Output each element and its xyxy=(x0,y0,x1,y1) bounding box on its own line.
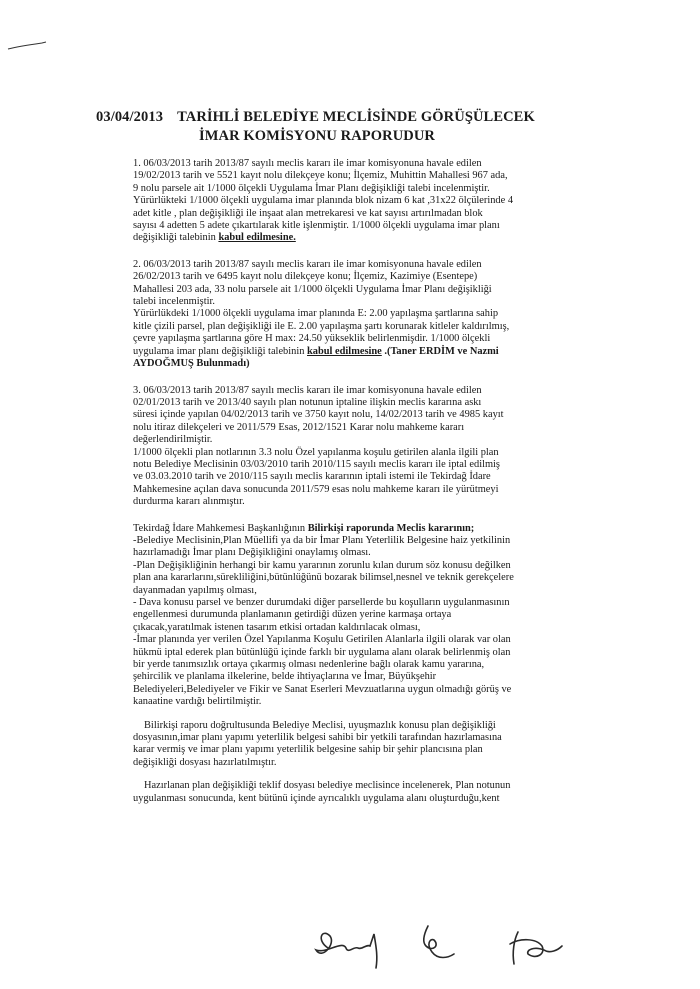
text-line: çıkacak,yaratılmak istenen tasarım etkisi ortadan kaldırılacak olması, xyxy=(133,621,421,633)
text-line: 1. 06/03/2013 tarih 2013/87 sayılı meclis kararı ile imar komisyonuna havale edilen xyxy=(133,158,482,169)
text-line: değerlendirilmiştir. xyxy=(133,434,213,446)
agenda-item-3 xyxy=(133,385,593,509)
text-line: Yürürlükdeki 1/1000 ölçekli uygulama imar planında E: 2.00 yapılaşma şartlarına sahip xyxy=(133,308,499,320)
text-line: notu Belediye Meclisinin 03/03/2010 tarih 2010/115 sayılı meclis kararı ile iptal edilmiş xyxy=(133,458,500,470)
text-line: şehircilik ve planlama ilkelerine, belde ihtiyaçlarına ve İmar, Büyükşehir xyxy=(133,671,437,683)
text-line: nolu itiraz dilekçeleri ve 2011/579 Esas, 2012/1521 Karar nolu mahkeme kararı xyxy=(133,421,465,433)
text-line: adet kitle , plan değişikliği ile inşaat alan metrekaresi ve kat sayısı artırılmadan blok xyxy=(133,207,483,219)
text-line: 9 nolu parsele ait 1/1000 ölçekli Uygulama İmar Planı değişikliği talebi incelenmiştir. xyxy=(133,182,490,194)
text-line: Bilirkişi raporu doğrultusunda Belediye Meclisi, uyuşmazlık konusu plan değişikliği xyxy=(144,719,496,731)
decision-text: kabul edilmesine xyxy=(307,345,382,357)
pen-mark xyxy=(6,38,50,52)
text-line: 02/01/2013 tarih ve 2013/40 sayılı plan notunun iptaline ilişkin meclis kararına askı xyxy=(133,396,482,408)
meeting-date: 03/04/2013 xyxy=(96,109,164,125)
text-line: 19/02/2013 tarih ve 5521 kayıt nolu dilekçeye konu; İlçemiz, Muhittin Mahallesi 967 ada, xyxy=(133,170,508,182)
text-line: Mahkemesine açılan dava sonucunda 2011/579 esas nolu mahkeme kararı ile yürütmeyi xyxy=(133,483,499,495)
text-line: Belediyeleri,Belediyeler ve Fikir ve Sanat Eserleri Mevzuatlarına uygun olmadığı görüş ve xyxy=(133,683,512,695)
text-line: -Plan Değişikliğinin herhangi bir kamu yararının zorunlu kılan durum söz konusu değilken xyxy=(133,559,511,571)
text-line: durdurma kararı alınmıştır. xyxy=(133,496,245,508)
signature-2 xyxy=(424,926,454,958)
expert-report-paragraph xyxy=(133,720,593,770)
spacer xyxy=(133,709,593,720)
text-line: süresi içinde yapılan 04/02/2013 tarih ve 3750 kayıt nolu, 14/02/2013 tarih ve 4985 kayıt xyxy=(133,409,504,421)
text-line: -Belediye Meclisinin,Plan Müellifi ya da bir İmar Planı Yeterlilik Belgesine haiz yetkilinin xyxy=(133,534,511,546)
spacer xyxy=(133,245,593,259)
text-line: Hazırlanan plan değişikliği teklif dosyası belediye meclisince incelenerek, Plan notunun xyxy=(144,780,511,792)
text-fragment: değişikliği talebinin xyxy=(133,232,219,244)
text-line xyxy=(133,346,593,358)
text-line: 26/02/2013 tarih ve 6495 kayıt nolu dilekçeye konu; İlçemiz, Kazimiye (Esentepe) xyxy=(133,271,478,283)
text-line: hazırlamadığı İmar planı Değişikliğini onaylamış olması. xyxy=(133,547,371,559)
signature-1 xyxy=(316,933,377,968)
text-line: Yürürlükteki 1/1000 ölçekli uygulama imar planında blok nizam 6 kat ,31x22 ölçülerinde 4 xyxy=(133,195,514,207)
text-line xyxy=(133,523,593,535)
title-line-2: İMAR KOMİSYONU RAPORUDUR xyxy=(199,128,435,144)
text-line: 1/1000 ölçekli plan notlarının 3.3 nolu Özel yapılanma koşulu getirilen alanla ilgili plan xyxy=(133,446,499,458)
text-line: 3. 06/03/2013 tarih 2013/87 sayılı meclis kararı ile imar komisyonuna havale edilen xyxy=(133,384,482,396)
text-line: dayanmadan yapılmış olması, xyxy=(133,584,257,596)
signature-3 xyxy=(510,932,562,964)
document-title xyxy=(96,108,616,146)
absent-members: .(Taner ERDİM ve Nazmi xyxy=(381,345,499,357)
text-line: talebi incelenmiştir. xyxy=(133,296,215,308)
spacer xyxy=(133,769,593,780)
text-line: uygulanması sonucunda, kent bütünü içinde ayrıcalıklı uygulama alanı oluşturduğu,kent xyxy=(133,792,500,804)
text-line: sayısı 4 adetten 5 adete çıkartılarak kitle işlenmiştir. 1/1000 ölçekli uygulama imar planı xyxy=(133,220,500,232)
text-line: çevre yapılaşma şartlarına göre H max: 24.50 yükseklik belirlenmişdir. 1/1000 ölçekli xyxy=(133,333,491,345)
text-line: ve 03.03.2010 tarih ve 2010/115 sayılı meclis kararının iptali istemi ile Tekirdağ İdare xyxy=(133,471,491,483)
absent-members: AYDOĞMUŞ Bulunmadı) xyxy=(133,358,250,370)
text-line: 2. 06/03/2013 tarih 2013/87 sayılı meclis kararı ile imar komisyonuna havale edilen xyxy=(133,258,482,270)
text-line: kanaatine vardığı belirtilmiştir. xyxy=(133,696,262,708)
text-line: bir yerde tanımsızlık ortaya çıkarmış olması nedenlerine bağlı olarak kamu yararına, xyxy=(133,659,485,671)
agenda-item-1 xyxy=(133,158,593,245)
text-line: değişikliği dosyası hazırlatılmıştır. xyxy=(133,756,277,768)
text-line xyxy=(133,232,593,244)
title-line-1: TARİHLİ BELEDİYE MECLİSİNDE GÖRÜŞÜLECEK xyxy=(177,109,535,125)
text-fragment: Tekirdağ İdare Mahkemesi Başkanlığının xyxy=(133,522,308,534)
text-line: -İmar planında yer verilen Özel Yapılanma Koşulu Getirilen Alanlarla ilgili olarak var olan xyxy=(133,634,511,646)
text-line: - Dava konusu parsel ve benzer durumdaki diğer parsellerde bu koşulların uygulanmasının xyxy=(133,597,510,608)
bold-text: Bilirkişi raporunda Meclis kararının; xyxy=(307,522,475,534)
text-line: plan ana kararlarını,sürekliliğini,bütünlüğünü bozarak bilimsel,nesnel ve teknik gerekçelere xyxy=(133,572,514,584)
text-line: karar vermiş ve imar planı yapımı yeterlilik belgesine sahip bir şehir plancısına plan xyxy=(133,744,483,756)
agenda-item-2 xyxy=(133,259,593,371)
text-line: dosyasının,imar planı yapımı yeterlilik belgesi sahibi bir yetkili tarafından hazırlamasına xyxy=(133,732,502,744)
report-body xyxy=(133,158,593,805)
court-findings xyxy=(133,523,593,709)
text-line: Mahallesi 203 ada, 33 nolu parsele ait 1/1000 ölçekli Uygulama İmar Planı değişikliği xyxy=(133,283,492,295)
text-line: kitle çizili parsel, plan değişikliği ile E. 2.00 yapılaşma şartı korunarak kitleler kaldırılmış, xyxy=(133,320,510,332)
text-line: hükmü iptal ederek plan bütünlüğü içinde farklı bir uygulama alanı olarak belirlenmiş olan xyxy=(133,646,511,658)
prepared-plan-paragraph xyxy=(133,780,593,805)
text-fragment: uygulama imar planı değişikliği talebinin xyxy=(133,345,308,357)
signatures xyxy=(300,910,580,980)
decision-text: kabul edilmesine. xyxy=(218,232,296,244)
spacer xyxy=(133,371,593,385)
text-line: engellenmesi durumunda planlamanın getirdiği düzen yerine karmaşa ortaya xyxy=(133,609,452,621)
spacer xyxy=(133,509,593,523)
